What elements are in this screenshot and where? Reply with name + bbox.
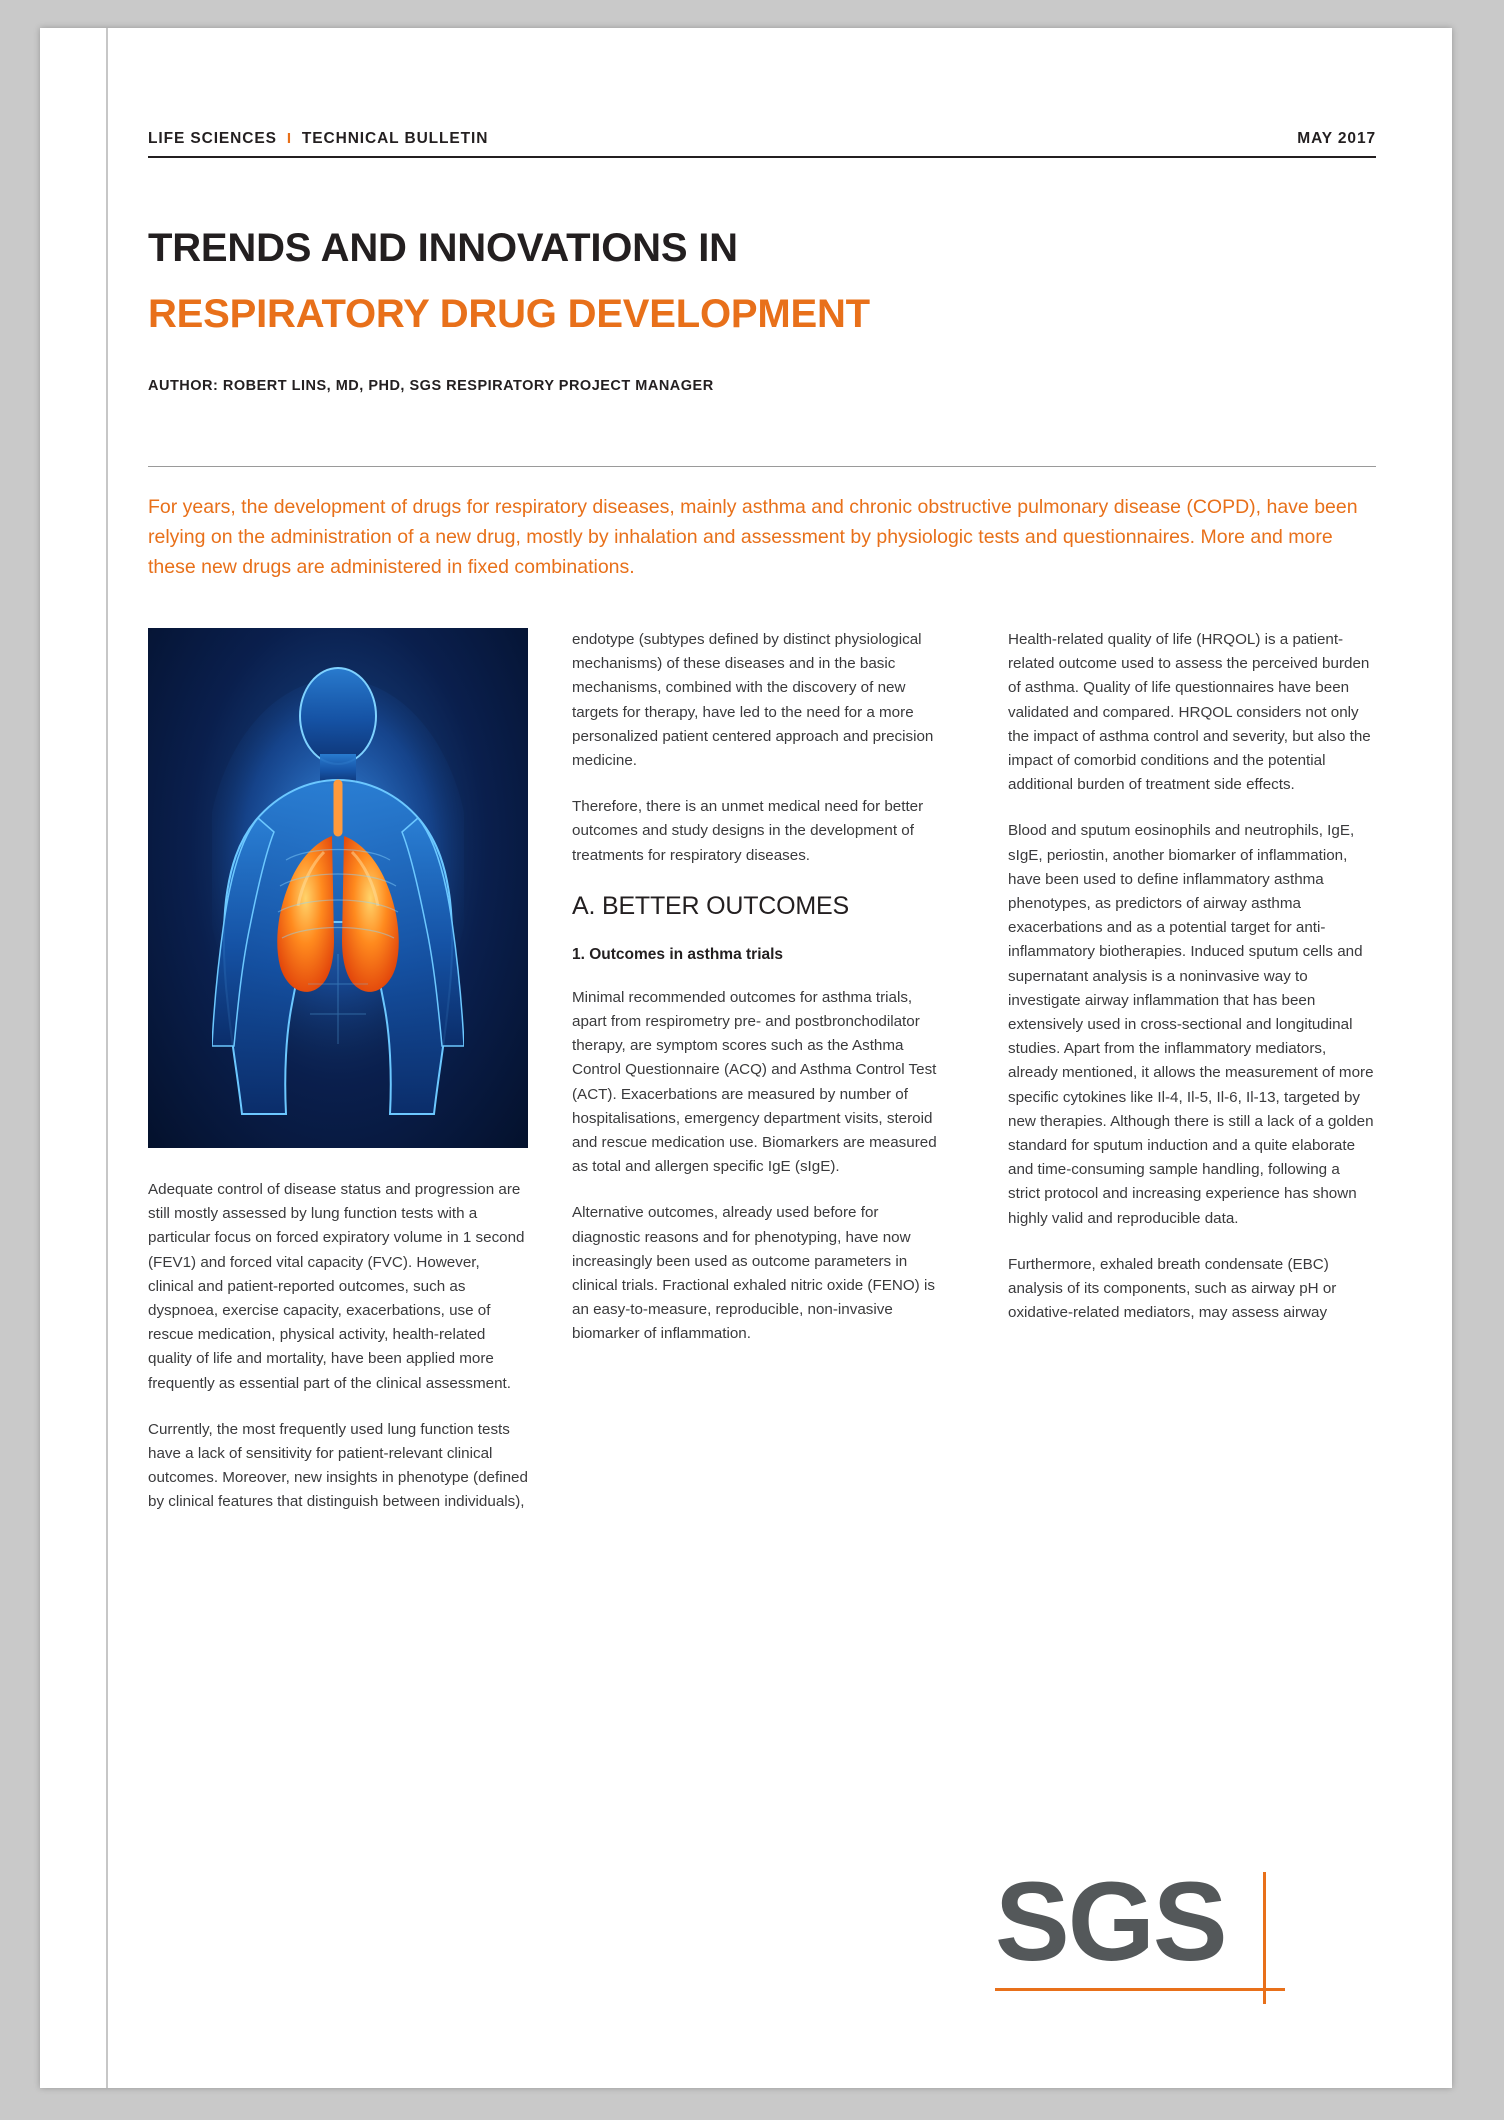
paragraph: Furthermore, exhaled breath condensate (EBC) analysis of its components, such as airway pH or oxidative-related mediators, may assess airway — [1008, 1255, 1337, 1322]
page-title-line1: TRENDS AND INNOVATIONS IN — [148, 226, 738, 270]
paragraph: endotype (subtypes defined by distinct physiological mechanisms) of these diseases and in the basic mechanisms, combined with the discovery of new targets for therapy, have led to the need for a more personalized patient centered approach and precision medicine. — [572, 631, 934, 770]
header-kicker-separator: I — [286, 130, 292, 147]
lungs-illustration-icon — [212, 654, 464, 1124]
section-heading-a: A. BETTER OUTCOMES — [572, 891, 849, 920]
subsection-heading-1: 1. Outcomes in asthma trials — [572, 945, 784, 963]
paragraph: Minimal recommended outcomes for asthma trials, apart from respirometry pre- and postbronchodilator therapy, are symptom scores such as the Asthma Control Questionnaire (ACQ) and Asthma Control Test (ACT). Exacerbations are measured by number of hospitalisations, emergency department visits, steroid and rescue medication use. Biomarkers are measured as total and allergen specific IgE (sIgE). — [572, 988, 937, 1176]
header-kicker-section: TECHNICAL BULLETIN — [301, 130, 489, 147]
header-bar — [148, 130, 1376, 158]
left-margin-rule — [106, 28, 108, 2088]
sgs-logo — [995, 1859, 1285, 2016]
anatomy-figure — [148, 628, 528, 1148]
lede-divider — [148, 466, 1376, 467]
page-content — [148, 28, 1376, 2088]
paragraph: Adequate control of disease status and progression are still mostly assessed by lung function tests with a particular focus on forced expiratory volume in 1 second (FEV1) and forced vital capacity (FVC). However, clinical and patient-reported outcomes, such as dyspnoea, exercise capacity, exacerbations, use of rescue medication, physical activity, health-related quality of life and mortality, have been applied more frequently as essential part of the clinical assessment. — [148, 1181, 525, 1392]
page-title-line2: RESPIRATORY DRUG DEVELOPMENT — [148, 292, 870, 336]
document-page — [40, 28, 1452, 2088]
paragraph: Currently, the most frequently used lung function tests have a lack of sensitivity for patient-relevant clinical outcomes. Moreover, new insights in phenotype (defined by clinical features that distinguish between individuals), — [148, 1420, 528, 1511]
lede-paragraph: For years, the development of drugs for respiratory diseases, mainly asthma and chronic obstructive pulmonary disease (COPD), have been relying on the administration of a new drug, mostly by inhalation and assessment by physiologic tests and questionnaires. More and more these new drugs are administered in fixed combinations. — [148, 496, 1358, 578]
sgs-logo-vertical-rule — [1263, 1872, 1266, 2004]
header-kicker — [148, 130, 488, 148]
column-1-text — [148, 1178, 528, 1537]
column-2-text — [572, 628, 940, 1369]
paragraph: Blood and sputum eosinophils and neutrophils, IgE, sIgE, periostin, another biomarker of inflammation, have been used to define inflammatory asthma phenotypes, as predictors of airway asthma exacerbations and as a potential target for anti-inflammatory biotherapies. Induced sputum cells and supernatant analysis is a noninvasive way to investigate airway inflammation that has been extensively used in cross-sectional and longitudinal studies. Apart from the inflammatory mediators, already mentioned, it allows the measurement of more specific cytokines like Il-4, Il-5, Il-6, Il-13, targeted by new therapies. Although there is still a lack of a golden standard for sputum induction and a quite elaborate and time-consuming sample handling, following a strict protocol and increasing experience has shown highly valid and reproducible data. — [1008, 822, 1374, 1227]
column-3-text — [1008, 628, 1376, 1347]
paragraph: Alternative outcomes, already used before for diagnostic reasons and for phenotyping, have now increasingly been used as outcome parameters in clinical trials. Fractional exhaled nitric oxide (FENO) is an easy-to-measure, reproducible, non-invasive biomarker of inflammation. — [572, 1204, 935, 1343]
header-date: MAY 2017 — [1297, 130, 1376, 147]
paragraph: Therefore, there is an unmet medical need for better outcomes and study designs in the development of treatments for respiratory diseases. — [572, 798, 924, 864]
sgs-logo-horizontal-rule — [995, 1988, 1285, 1991]
author-byline: AUTHOR: ROBERT LINS, MD, PHD, SGS RESPIRATORY PROJECT MANAGER — [148, 378, 714, 394]
sgs-logo-text: SGS — [995, 1859, 1226, 1984]
paragraph: Health-related quality of life (HRQOL) is a patient-related outcome used to assess the perceived burden of asthma. Quality of life questionnaires have been validated and compared. HRQOL considers not only the impact of asthma control and severity, but also the impact of comorbid conditions and the potential additional burden of treatment side effects. — [1008, 631, 1371, 794]
header-kicker-brand: LIFE SCIENCES — [148, 130, 277, 147]
